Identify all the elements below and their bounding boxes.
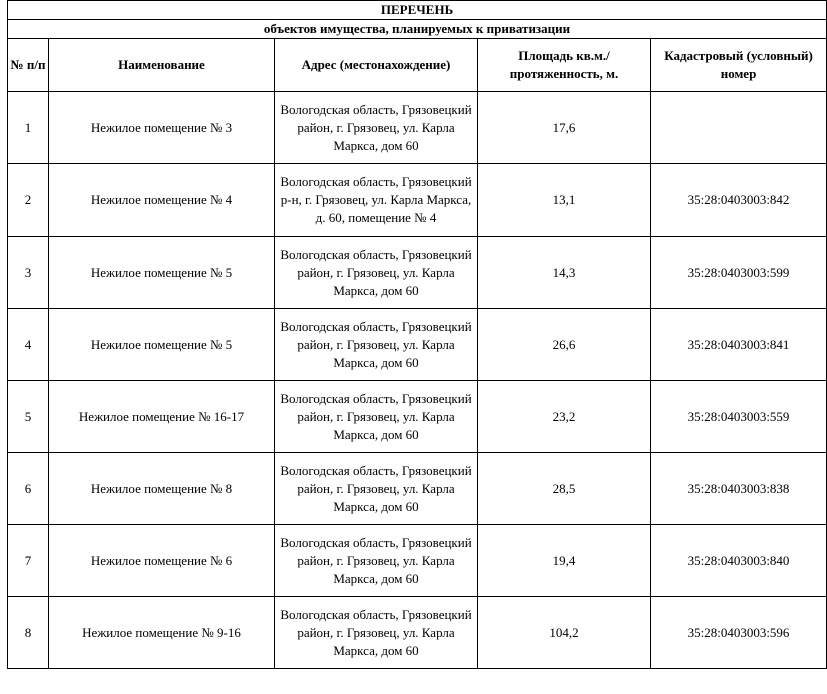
row-cadastral-cell: 35:28:0403003:840 bbox=[651, 525, 827, 597]
table-row bbox=[8, 164, 827, 237]
table-row bbox=[8, 525, 827, 597]
row-area-cell: 17,6 bbox=[478, 92, 651, 164]
row-name-cell: Нежилое помещение № 8 bbox=[49, 453, 275, 525]
table-row bbox=[8, 381, 827, 453]
row-address-cell: Вологодская область, Грязовецкий район, г. Грязовец, ул. Карла Маркса, дом 60 bbox=[275, 309, 478, 381]
privatization-table bbox=[7, 0, 827, 669]
column-header-area: Площадь кв.м./ протяженность, м. bbox=[478, 39, 651, 92]
row-area-cell: 104,2 bbox=[478, 597, 651, 669]
row-cadastral-cell bbox=[651, 92, 827, 164]
column-header-number: № п/п bbox=[8, 39, 49, 92]
row-cadastral-cell: 35:28:0403003:596 bbox=[651, 597, 827, 669]
row-name-cell: Нежилое помещение № 5 bbox=[49, 237, 275, 309]
row-cadastral-cell: 35:28:0403003:599 bbox=[651, 237, 827, 309]
row-cadastral-cell: 35:28:0403003:842 bbox=[651, 164, 827, 237]
row-name-cell: Нежилое помещение № 5 bbox=[49, 309, 275, 381]
document-subtitle: объектов имущества, планируемых к приватизации bbox=[8, 20, 827, 39]
row-name-cell: Нежилое помещение № 16-17 bbox=[49, 381, 275, 453]
row-name-cell: Нежилое помещение № 6 bbox=[49, 525, 275, 597]
row-area-cell: 28,5 bbox=[478, 453, 651, 525]
column-header-name: Наименование bbox=[49, 39, 275, 92]
column-header-cadastral: Кадастровый (условный) номер bbox=[651, 39, 827, 92]
row-number-cell: 7 bbox=[8, 525, 49, 597]
row-name-cell: Нежилое помещение № 3 bbox=[49, 92, 275, 164]
row-address-cell: Вологодская область, Грязовецкий район, г. Грязовец, ул. Карла Маркса, дом 60 bbox=[275, 525, 478, 597]
row-number-cell: 1 bbox=[8, 92, 49, 164]
table-row bbox=[8, 92, 827, 164]
row-number-cell: 3 bbox=[8, 237, 49, 309]
row-address-cell: Вологодская область, Грязовецкий район, г. Грязовец, ул. Карла Маркса, дом 60 bbox=[275, 597, 478, 669]
row-area-cell: 23,2 bbox=[478, 381, 651, 453]
row-number-cell: 8 bbox=[8, 597, 49, 669]
column-header-address: Адрес (местонахождение) bbox=[275, 39, 478, 92]
row-address-cell: Вологодская область, Грязовецкий район, г. Грязовец, ул. Карла Маркса, дом 60 bbox=[275, 381, 478, 453]
table-row bbox=[8, 453, 827, 525]
row-number-cell: 6 bbox=[8, 453, 49, 525]
row-cadastral-cell: 35:28:0403003:559 bbox=[651, 381, 827, 453]
row-area-cell: 13,1 bbox=[478, 164, 651, 237]
row-name-cell: Нежилое помещение № 9-16 bbox=[49, 597, 275, 669]
row-address-cell: Вологодская область, Грязовецкий район, г. Грязовец, ул. Карла Маркса, дом 60 bbox=[275, 453, 478, 525]
row-number-cell: 5 bbox=[8, 381, 49, 453]
row-cadastral-cell: 35:28:0403003:838 bbox=[651, 453, 827, 525]
row-address-cell: Вологодская область, Грязовецкий район, г. Грязовец, ул. Карла Маркса, дом 60 bbox=[275, 92, 478, 164]
row-number-cell: 2 bbox=[8, 164, 49, 237]
table-row bbox=[8, 597, 827, 669]
row-area-cell: 19,4 bbox=[478, 525, 651, 597]
row-number-cell: 4 bbox=[8, 309, 49, 381]
row-area-cell: 26,6 bbox=[478, 309, 651, 381]
table-row bbox=[8, 309, 827, 381]
row-cadastral-cell: 35:28:0403003:841 bbox=[651, 309, 827, 381]
row-address-cell: Вологодская область, Грязовецкий р-н, г. Грязовец, ул. Карла Маркса, д. 60, помещение № 4 bbox=[275, 164, 478, 237]
document-title: ПЕРЕЧЕНЬ bbox=[8, 1, 827, 20]
row-area-cell: 14,3 bbox=[478, 237, 651, 309]
row-name-cell: Нежилое помещение № 4 bbox=[49, 164, 275, 237]
table-row bbox=[8, 237, 827, 309]
row-address-cell: Вологодская область, Грязовецкий район, г. Грязовец, ул. Карла Маркса, дом 60 bbox=[275, 237, 478, 309]
